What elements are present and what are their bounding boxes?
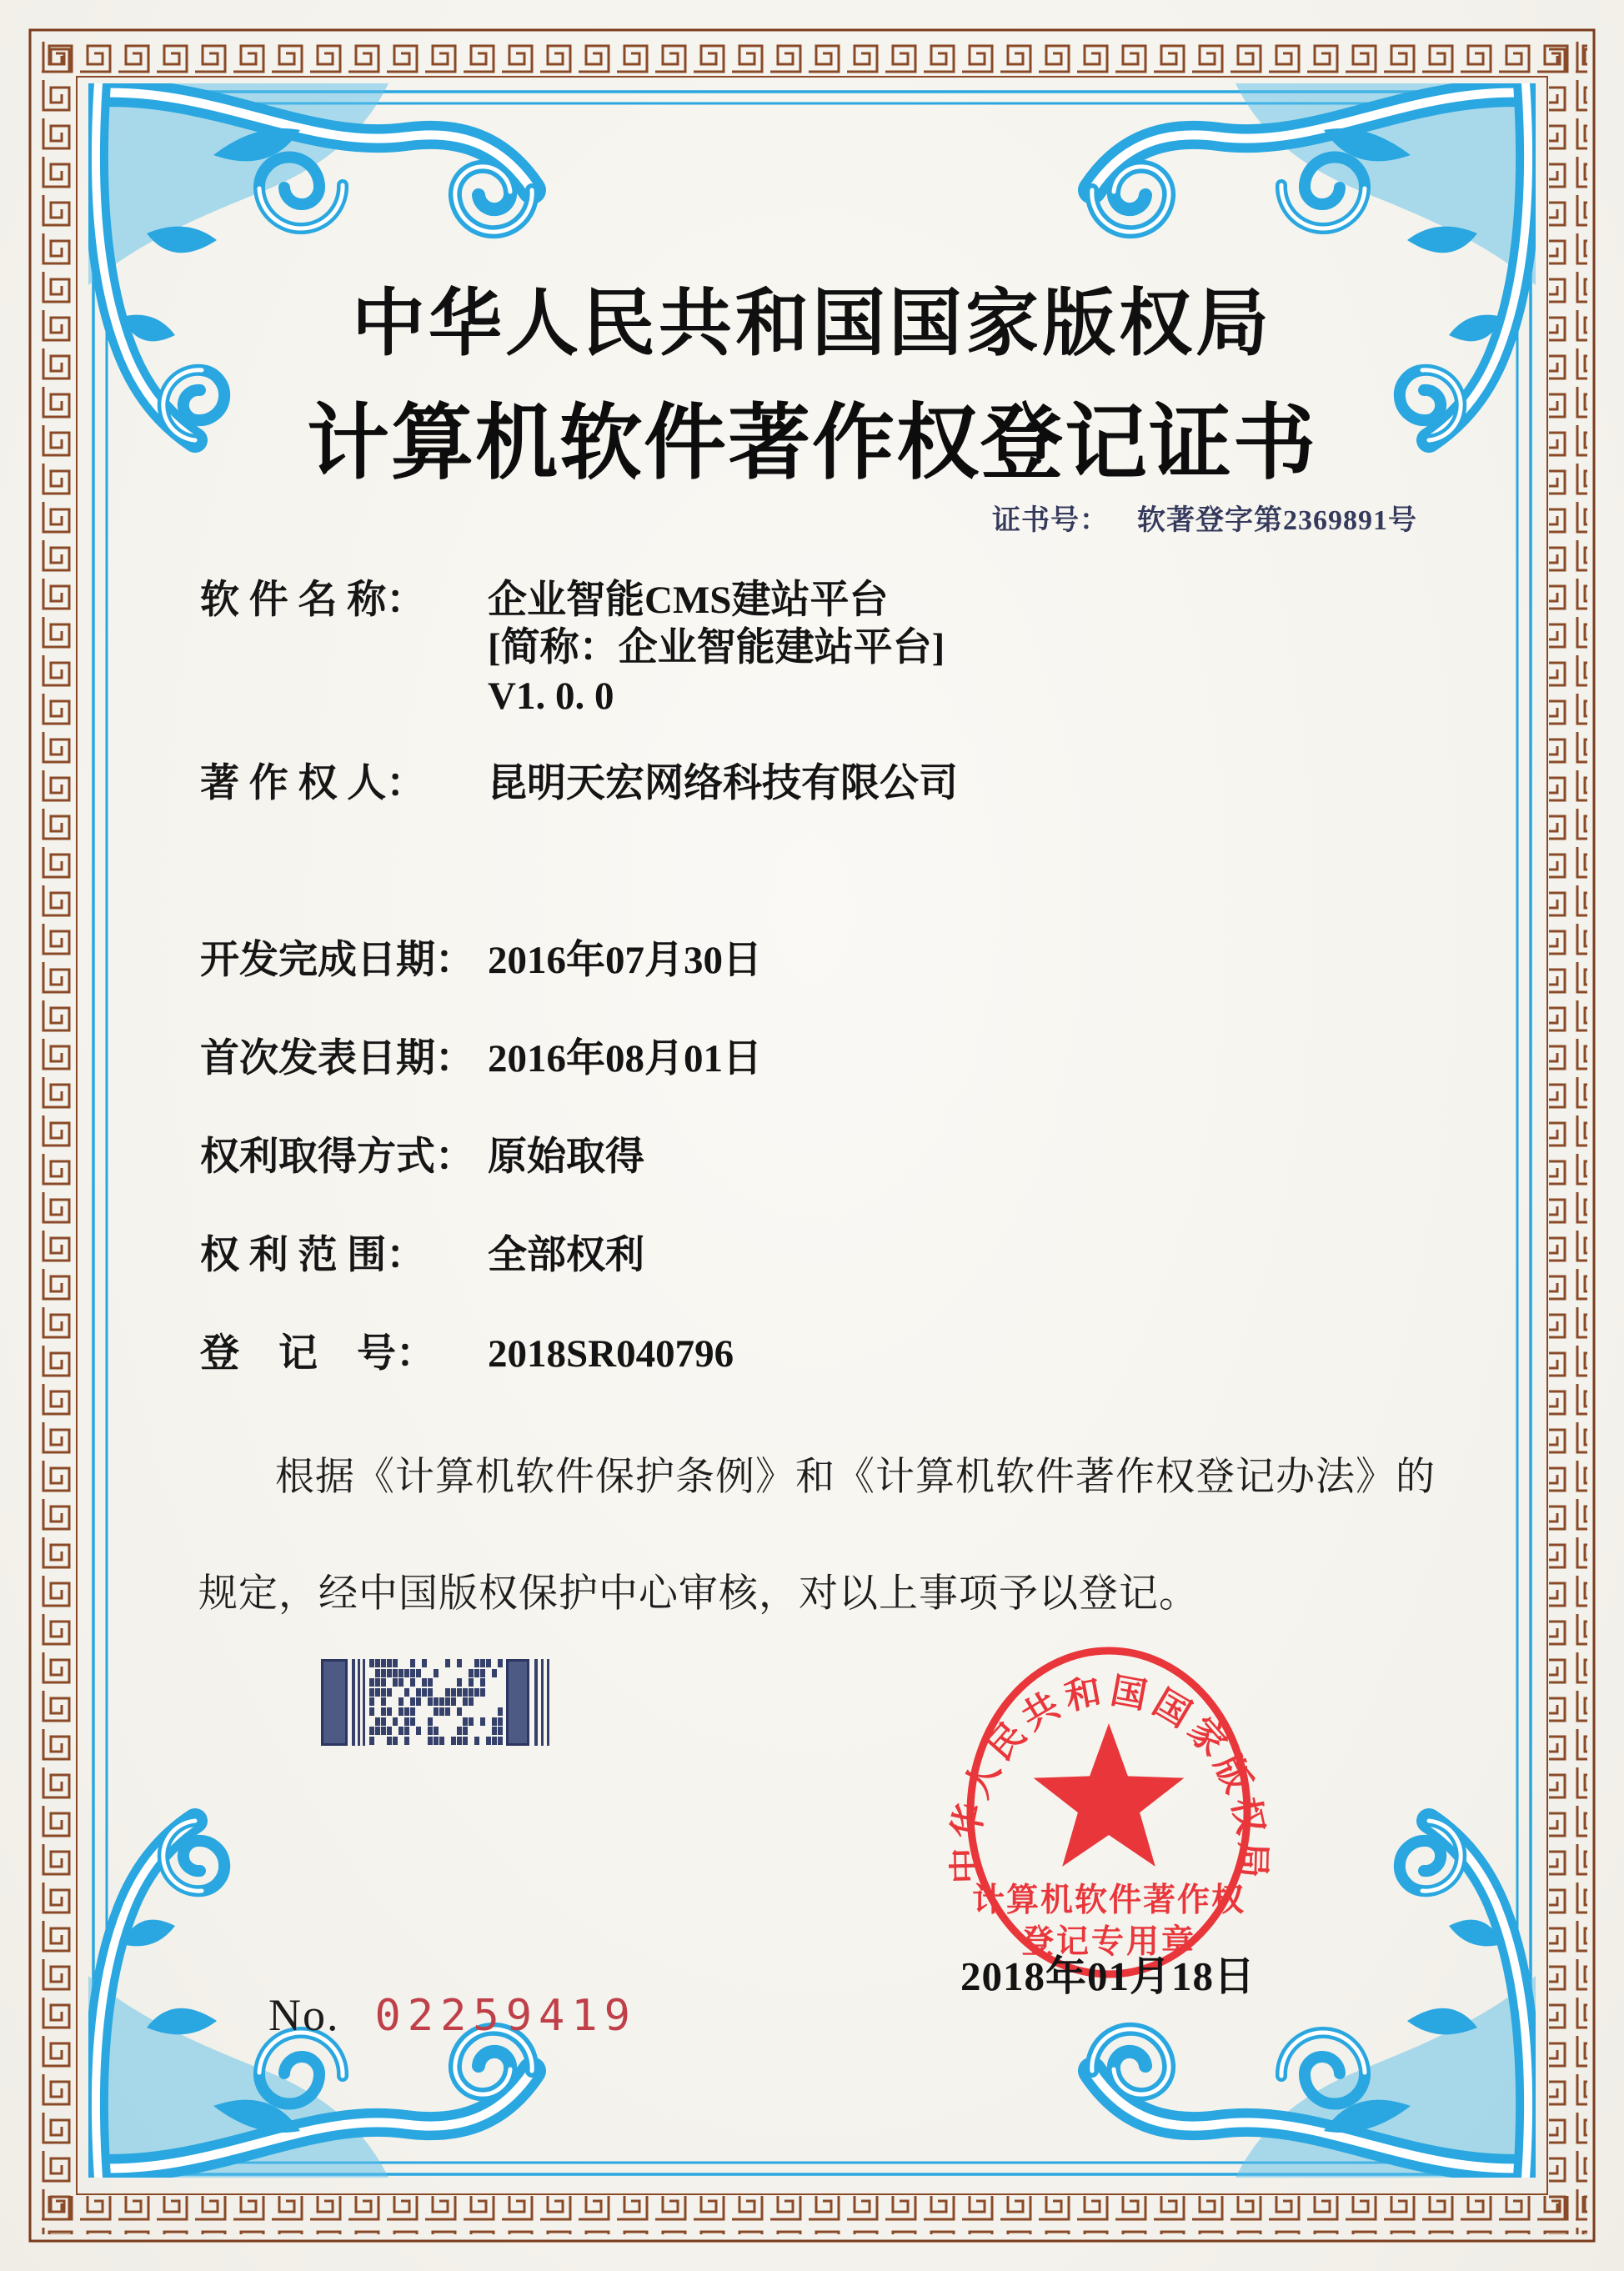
barcode-module xyxy=(410,1669,415,1677)
barcode-module xyxy=(469,1669,474,1677)
barcode-module xyxy=(381,1707,386,1716)
barcode-module xyxy=(534,1659,538,1746)
barcode-module xyxy=(387,1659,392,1667)
barcode-module xyxy=(492,1727,497,1735)
barcode-module xyxy=(393,1659,398,1667)
seal-text-line1: 计算机软件著作权 xyxy=(971,1882,1246,1918)
barcode-module xyxy=(321,1659,348,1746)
barcode-module xyxy=(439,1737,444,1745)
field-value-line: 2016年07月30日 xyxy=(488,939,762,982)
statement-line-1: 根据《计算机软件保护条例》和《计算机软件著作权登记办法》的 xyxy=(275,1456,1436,1499)
barcode-module xyxy=(416,1688,421,1697)
barcode-module xyxy=(498,1707,503,1716)
field-row xyxy=(200,1232,644,1280)
barcode-module xyxy=(451,1688,456,1697)
barcode-module xyxy=(428,1688,433,1697)
barcode-module xyxy=(387,1707,392,1716)
field-value-line: 昆明天宏网络科技有限公司 xyxy=(488,762,958,805)
barcode-module xyxy=(416,1727,421,1735)
barcode-module xyxy=(381,1727,386,1735)
barcode-module xyxy=(469,1678,474,1687)
serial-number: 02259419 xyxy=(374,1991,637,2041)
barcode-module xyxy=(369,1659,374,1667)
barcode-module xyxy=(393,1678,398,1687)
barcode-module xyxy=(398,1727,403,1735)
barcode-module xyxy=(457,1678,462,1687)
barcode-module xyxy=(480,1717,485,1726)
barcode-module xyxy=(393,1717,398,1726)
barcode-module xyxy=(486,1659,491,1667)
barcode-module xyxy=(363,1659,365,1746)
barcode-module xyxy=(369,1707,374,1716)
barcode-module xyxy=(428,1697,433,1706)
barcode-module xyxy=(492,1737,497,1745)
barcode-module xyxy=(410,1659,415,1667)
barcode-module xyxy=(445,1659,450,1667)
field-value xyxy=(488,937,762,985)
barcode-module xyxy=(375,1669,380,1677)
barcode-module xyxy=(404,1717,409,1726)
barcode-module xyxy=(369,1737,374,1745)
barcode-module xyxy=(381,1659,386,1667)
barcode-module xyxy=(480,1669,485,1677)
barcode-module xyxy=(451,1697,456,1706)
statement-line-2: 规定，经中国版权保护中心审核，对以上事项予以登记。 xyxy=(198,1572,1199,1616)
barcode-module xyxy=(434,1737,439,1745)
barcode-module xyxy=(469,1717,474,1726)
barcode-module xyxy=(498,1659,503,1667)
field-label: 登 记 号： xyxy=(200,1332,435,1376)
barcode-module xyxy=(457,1707,462,1716)
barcode-module xyxy=(422,1688,427,1697)
barcode-module xyxy=(398,1678,403,1687)
barcode-module xyxy=(480,1678,485,1687)
seal-star-icon xyxy=(1034,1723,1185,1867)
barcode-module xyxy=(369,1688,374,1697)
barcode-module xyxy=(474,1737,479,1745)
barcode-module xyxy=(474,1659,479,1667)
barcode-module xyxy=(498,1727,503,1735)
barcode-module xyxy=(428,1727,433,1735)
barcode-module xyxy=(469,1688,474,1697)
barcode-module xyxy=(451,1737,456,1745)
barcode-module xyxy=(445,1707,450,1716)
seal-date: 2018年01月18日 xyxy=(960,1953,1256,1999)
field-row xyxy=(200,1134,644,1181)
barcode-module xyxy=(410,1717,415,1726)
barcode-module xyxy=(398,1669,403,1677)
barcode xyxy=(321,1659,563,1746)
barcode-module xyxy=(375,1659,380,1667)
barcode-module xyxy=(404,1688,409,1697)
field-value-line: V1. 0. 0 xyxy=(488,674,614,718)
barcode-module xyxy=(422,1659,427,1667)
barcode-module xyxy=(486,1737,491,1745)
seal-text-line2: 登记专用章 xyxy=(1020,1924,1197,1960)
barcode-module xyxy=(422,1678,427,1687)
field-row xyxy=(200,937,762,985)
barcode-module xyxy=(369,1697,374,1706)
barcode-module xyxy=(381,1717,386,1726)
field-value-line: 2016年08月01日 xyxy=(488,1037,762,1080)
barcode-module xyxy=(492,1717,497,1726)
barcode-module xyxy=(398,1707,403,1716)
barcode-module xyxy=(393,1737,398,1745)
barcode-module xyxy=(381,1688,386,1697)
field-value-line: [简称：企业智能建站平台] xyxy=(488,626,945,670)
barcode-module xyxy=(445,1688,450,1697)
barcode-module xyxy=(463,1688,468,1697)
barcode-module xyxy=(506,1659,529,1746)
meander-band-bottom xyxy=(37,2196,1587,2234)
barcode-module xyxy=(416,1697,421,1706)
field-value xyxy=(488,1035,762,1083)
seal-ring-text: 中华人民共和国国家版权局 xyxy=(949,1671,1270,1884)
field-value-line: 企业智能CMS建站平台 xyxy=(488,579,889,622)
field-label: 权利取得方式： xyxy=(200,1136,474,1179)
barcode-module xyxy=(428,1737,433,1745)
field-label: 软 件 名 称： xyxy=(200,579,426,622)
field-row xyxy=(200,760,958,808)
barcode-module xyxy=(434,1707,439,1716)
barcode-module xyxy=(439,1697,444,1706)
barcode-module xyxy=(463,1727,468,1735)
authority-title: 中华人民共和国国家版权局 xyxy=(351,284,1272,365)
field-value-line: 原始取得 xyxy=(488,1136,644,1179)
field-value xyxy=(488,1134,644,1181)
barcode-module xyxy=(434,1697,439,1706)
barcode-module xyxy=(474,1669,479,1677)
barcode-module xyxy=(358,1659,360,1746)
barcode-module xyxy=(439,1707,444,1716)
barcode-module xyxy=(410,1697,415,1706)
barcode-module xyxy=(416,1669,421,1677)
barcode-module xyxy=(387,1669,392,1677)
barcode-module xyxy=(474,1688,479,1697)
certificate-number-value: 软著登字第2369891号 xyxy=(1137,505,1417,536)
certificate-title: 计算机软件著作权登记证书 xyxy=(307,399,1317,489)
certificate-number-label: 证书号： xyxy=(992,505,1109,536)
barcode-module xyxy=(457,1727,462,1735)
field-row xyxy=(200,1331,734,1378)
barcode-module xyxy=(381,1678,386,1687)
barcode-module xyxy=(463,1717,468,1726)
barcode-module xyxy=(541,1659,544,1746)
barcode-module xyxy=(428,1678,433,1687)
serial-prefix: No. xyxy=(268,1990,340,2040)
field-value xyxy=(488,577,945,720)
barcode-module xyxy=(375,1678,380,1687)
field-row xyxy=(200,1035,762,1083)
field-value xyxy=(488,1232,644,1280)
field-row xyxy=(200,577,945,720)
barcode-module xyxy=(381,1697,386,1706)
barcode-module xyxy=(387,1737,392,1745)
barcode-module xyxy=(387,1688,392,1697)
field-value-line: 全部权利 xyxy=(488,1234,644,1277)
barcode-module xyxy=(369,1727,374,1735)
barcode-module xyxy=(369,1678,374,1687)
barcode-module xyxy=(498,1737,503,1745)
barcode-module xyxy=(404,1707,409,1716)
barcode-module xyxy=(480,1688,485,1697)
barcode-module xyxy=(434,1669,439,1677)
field-value xyxy=(488,1331,734,1378)
barcode-module xyxy=(457,1737,462,1745)
barcode-module xyxy=(457,1688,462,1697)
barcode-module xyxy=(404,1669,409,1677)
field-label: 首次发表日期： xyxy=(200,1037,474,1080)
barcode-module xyxy=(404,1727,409,1735)
official-seal xyxy=(949,1636,1270,1994)
barcode-module xyxy=(404,1737,409,1745)
certificate-number-line xyxy=(992,497,1417,538)
serial-number-line xyxy=(268,1989,637,2041)
barcode-module xyxy=(387,1727,392,1735)
barcode-module xyxy=(393,1669,398,1677)
field-value xyxy=(488,760,958,808)
barcode-module xyxy=(410,1678,415,1687)
barcode-module xyxy=(375,1717,380,1726)
field-label: 权 利 范 围： xyxy=(200,1234,426,1277)
barcode-module xyxy=(398,1697,403,1706)
barcode-module xyxy=(480,1659,485,1667)
field-value-line: 2018SR040796 xyxy=(488,1332,734,1376)
barcode-module xyxy=(469,1697,474,1706)
barcode-module xyxy=(352,1659,355,1746)
barcode-module xyxy=(463,1737,468,1745)
barcode-module xyxy=(375,1727,380,1735)
field-label: 开发完成日期： xyxy=(200,939,474,982)
meander-band-top xyxy=(37,37,1587,75)
barcode-module xyxy=(492,1669,497,1677)
barcode-module xyxy=(445,1697,450,1706)
barcode-module xyxy=(457,1659,462,1667)
barcode-module xyxy=(428,1717,433,1726)
barcode-module xyxy=(434,1727,439,1735)
barcode-module xyxy=(498,1717,503,1726)
barcode-module xyxy=(381,1669,386,1677)
barcode-module xyxy=(375,1688,380,1697)
barcode-module xyxy=(547,1659,549,1746)
barcode-module xyxy=(463,1697,468,1706)
field-label: 著 作 权 人： xyxy=(200,762,426,805)
barcode-module xyxy=(410,1707,415,1716)
